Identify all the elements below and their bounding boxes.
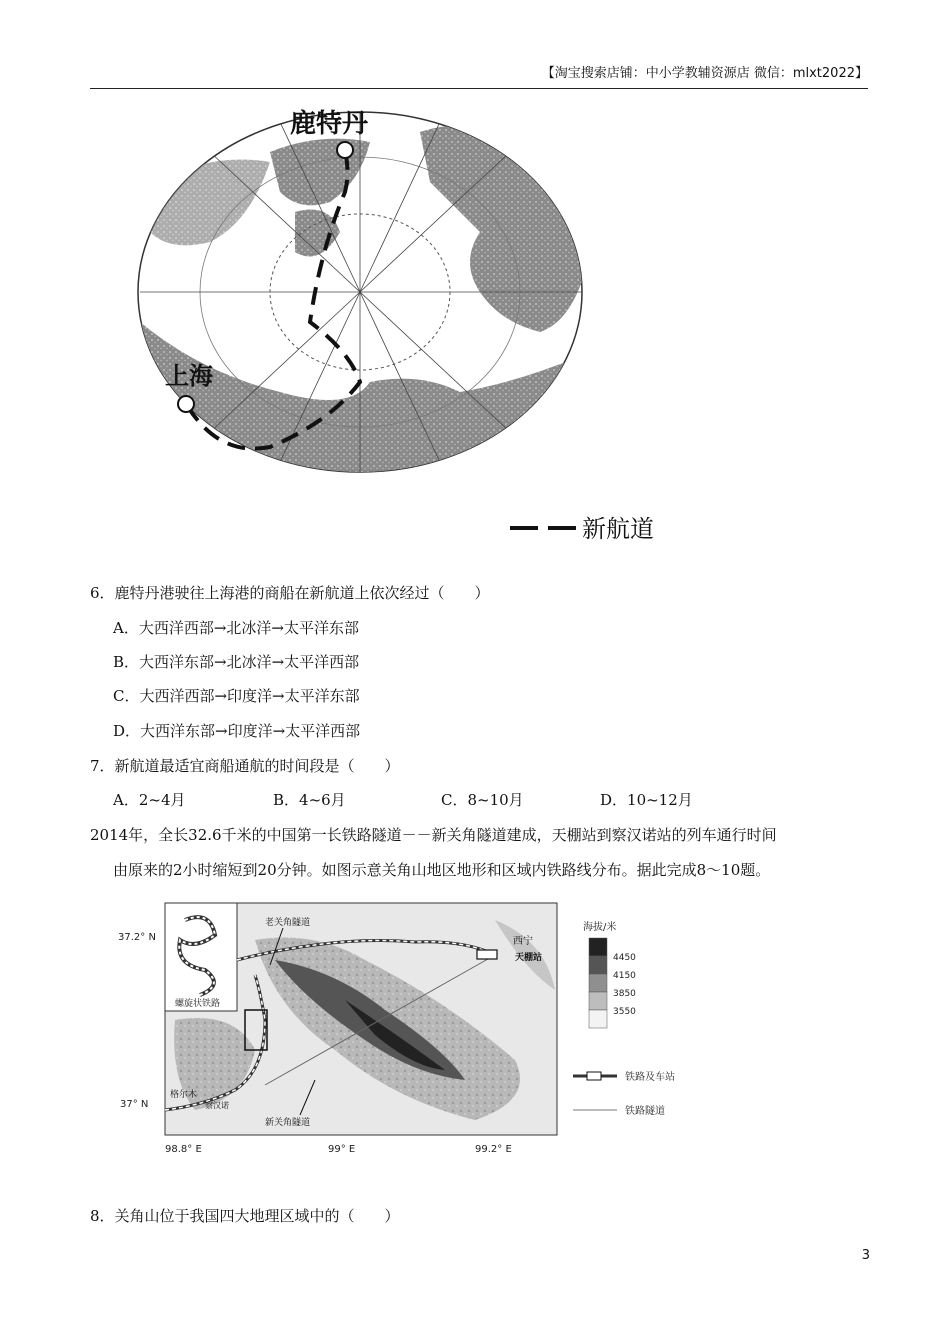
lat-37-2: 37.2° N bbox=[118, 932, 156, 943]
rotterdam-label: 鹿特丹 bbox=[290, 109, 369, 139]
header-text: 【淘宝搜索店铺：中小学教辅资源店 微信：mlxt2022】 bbox=[541, 66, 868, 81]
passage-line-2: 由原来的2小时缩短到20分钟。如图示意关角山地区地形和区域内铁路线分布。据此完成8～10题。 bbox=[113, 861, 771, 879]
q6-option-a: A．大西洋西部→北冰洋→太平洋东部 bbox=[113, 619, 359, 637]
q7-option-c: C．8~10月 bbox=[441, 791, 524, 809]
q8-stem: 8．关角山位于我国四大地理区域中的（ ） bbox=[90, 1207, 400, 1225]
legend-elev-4150: 4150 bbox=[613, 971, 636, 981]
legend-swatch-4150 bbox=[589, 956, 607, 974]
tianpeng-station bbox=[477, 950, 497, 959]
xining-label: 西宁 bbox=[513, 936, 533, 947]
old-tunnel-label: 老关角隧道 bbox=[265, 918, 311, 928]
legend-swatch-4450 bbox=[589, 938, 607, 956]
legend-rail-label: 铁路及车站 bbox=[625, 1072, 675, 1083]
q6-option-d: D．大西洋东部→印度洋→太平洋西部 bbox=[113, 722, 361, 740]
tianpeng-label: 天棚站 bbox=[515, 953, 543, 963]
shanghai-label: 上海 bbox=[165, 362, 213, 390]
chahan-label: 察汉诺 bbox=[205, 1101, 229, 1110]
legend-swatch-3550 bbox=[589, 992, 607, 1010]
q6-option-c: C．大西洋西部→印度洋→太平洋东部 bbox=[113, 687, 360, 705]
page-number: 3 bbox=[861, 1248, 870, 1263]
lon-98-8: 98.8° E bbox=[165, 1144, 202, 1155]
q7-option-a: A．2~4月 bbox=[113, 791, 186, 809]
lon-99: 99° E bbox=[328, 1144, 356, 1155]
legend-elev-3550: 3550 bbox=[613, 1007, 636, 1017]
page-header bbox=[90, 64, 868, 89]
guanjiao-terrain-map bbox=[115, 900, 695, 1172]
legend-tunnel-label: 铁路隧道 bbox=[625, 1106, 665, 1117]
legend-swatch-3850 bbox=[589, 974, 607, 992]
legend-elev-4450: 4450 bbox=[613, 953, 636, 963]
new-tunnel-label: 新关角隧道 bbox=[265, 1118, 311, 1128]
legend-label: 新航道 bbox=[582, 515, 654, 543]
lat-37: 37° N bbox=[120, 1099, 149, 1110]
q7-stem: 7．新航道最适宜商船通航的时间段是（ ） bbox=[90, 757, 400, 775]
lon-99-2: 99.2° E bbox=[475, 1144, 512, 1155]
golmud-label: 格尔木 bbox=[170, 1090, 198, 1100]
polar-route-map bbox=[120, 92, 680, 562]
legend-swatch-below bbox=[589, 1010, 607, 1028]
rotterdam-marker bbox=[337, 142, 353, 158]
inset-label: 螺旋状铁路 bbox=[175, 999, 221, 1009]
q6-option-b: B．大西洋东部→北冰洋→太平洋西部 bbox=[113, 653, 360, 671]
q6-stem: 6．鹿特丹港驶往上海港的商船在新航道上依次经过（ ） bbox=[90, 584, 490, 602]
q7-option-b: B．4~6月 bbox=[273, 791, 346, 809]
legend-rail-station bbox=[587, 1072, 601, 1080]
shanghai-marker bbox=[178, 396, 194, 412]
passage-line-1: 2014年，全长32.6千米的中国第一长铁路隧道－－新关角隧道建成，天棚站到察汉诺站的列车通行时间 bbox=[90, 826, 777, 844]
legend-title: 海拔/米 bbox=[583, 922, 617, 933]
legend-elev-3850: 3850 bbox=[613, 989, 636, 999]
q7-option-d: D．10~12月 bbox=[600, 791, 693, 809]
